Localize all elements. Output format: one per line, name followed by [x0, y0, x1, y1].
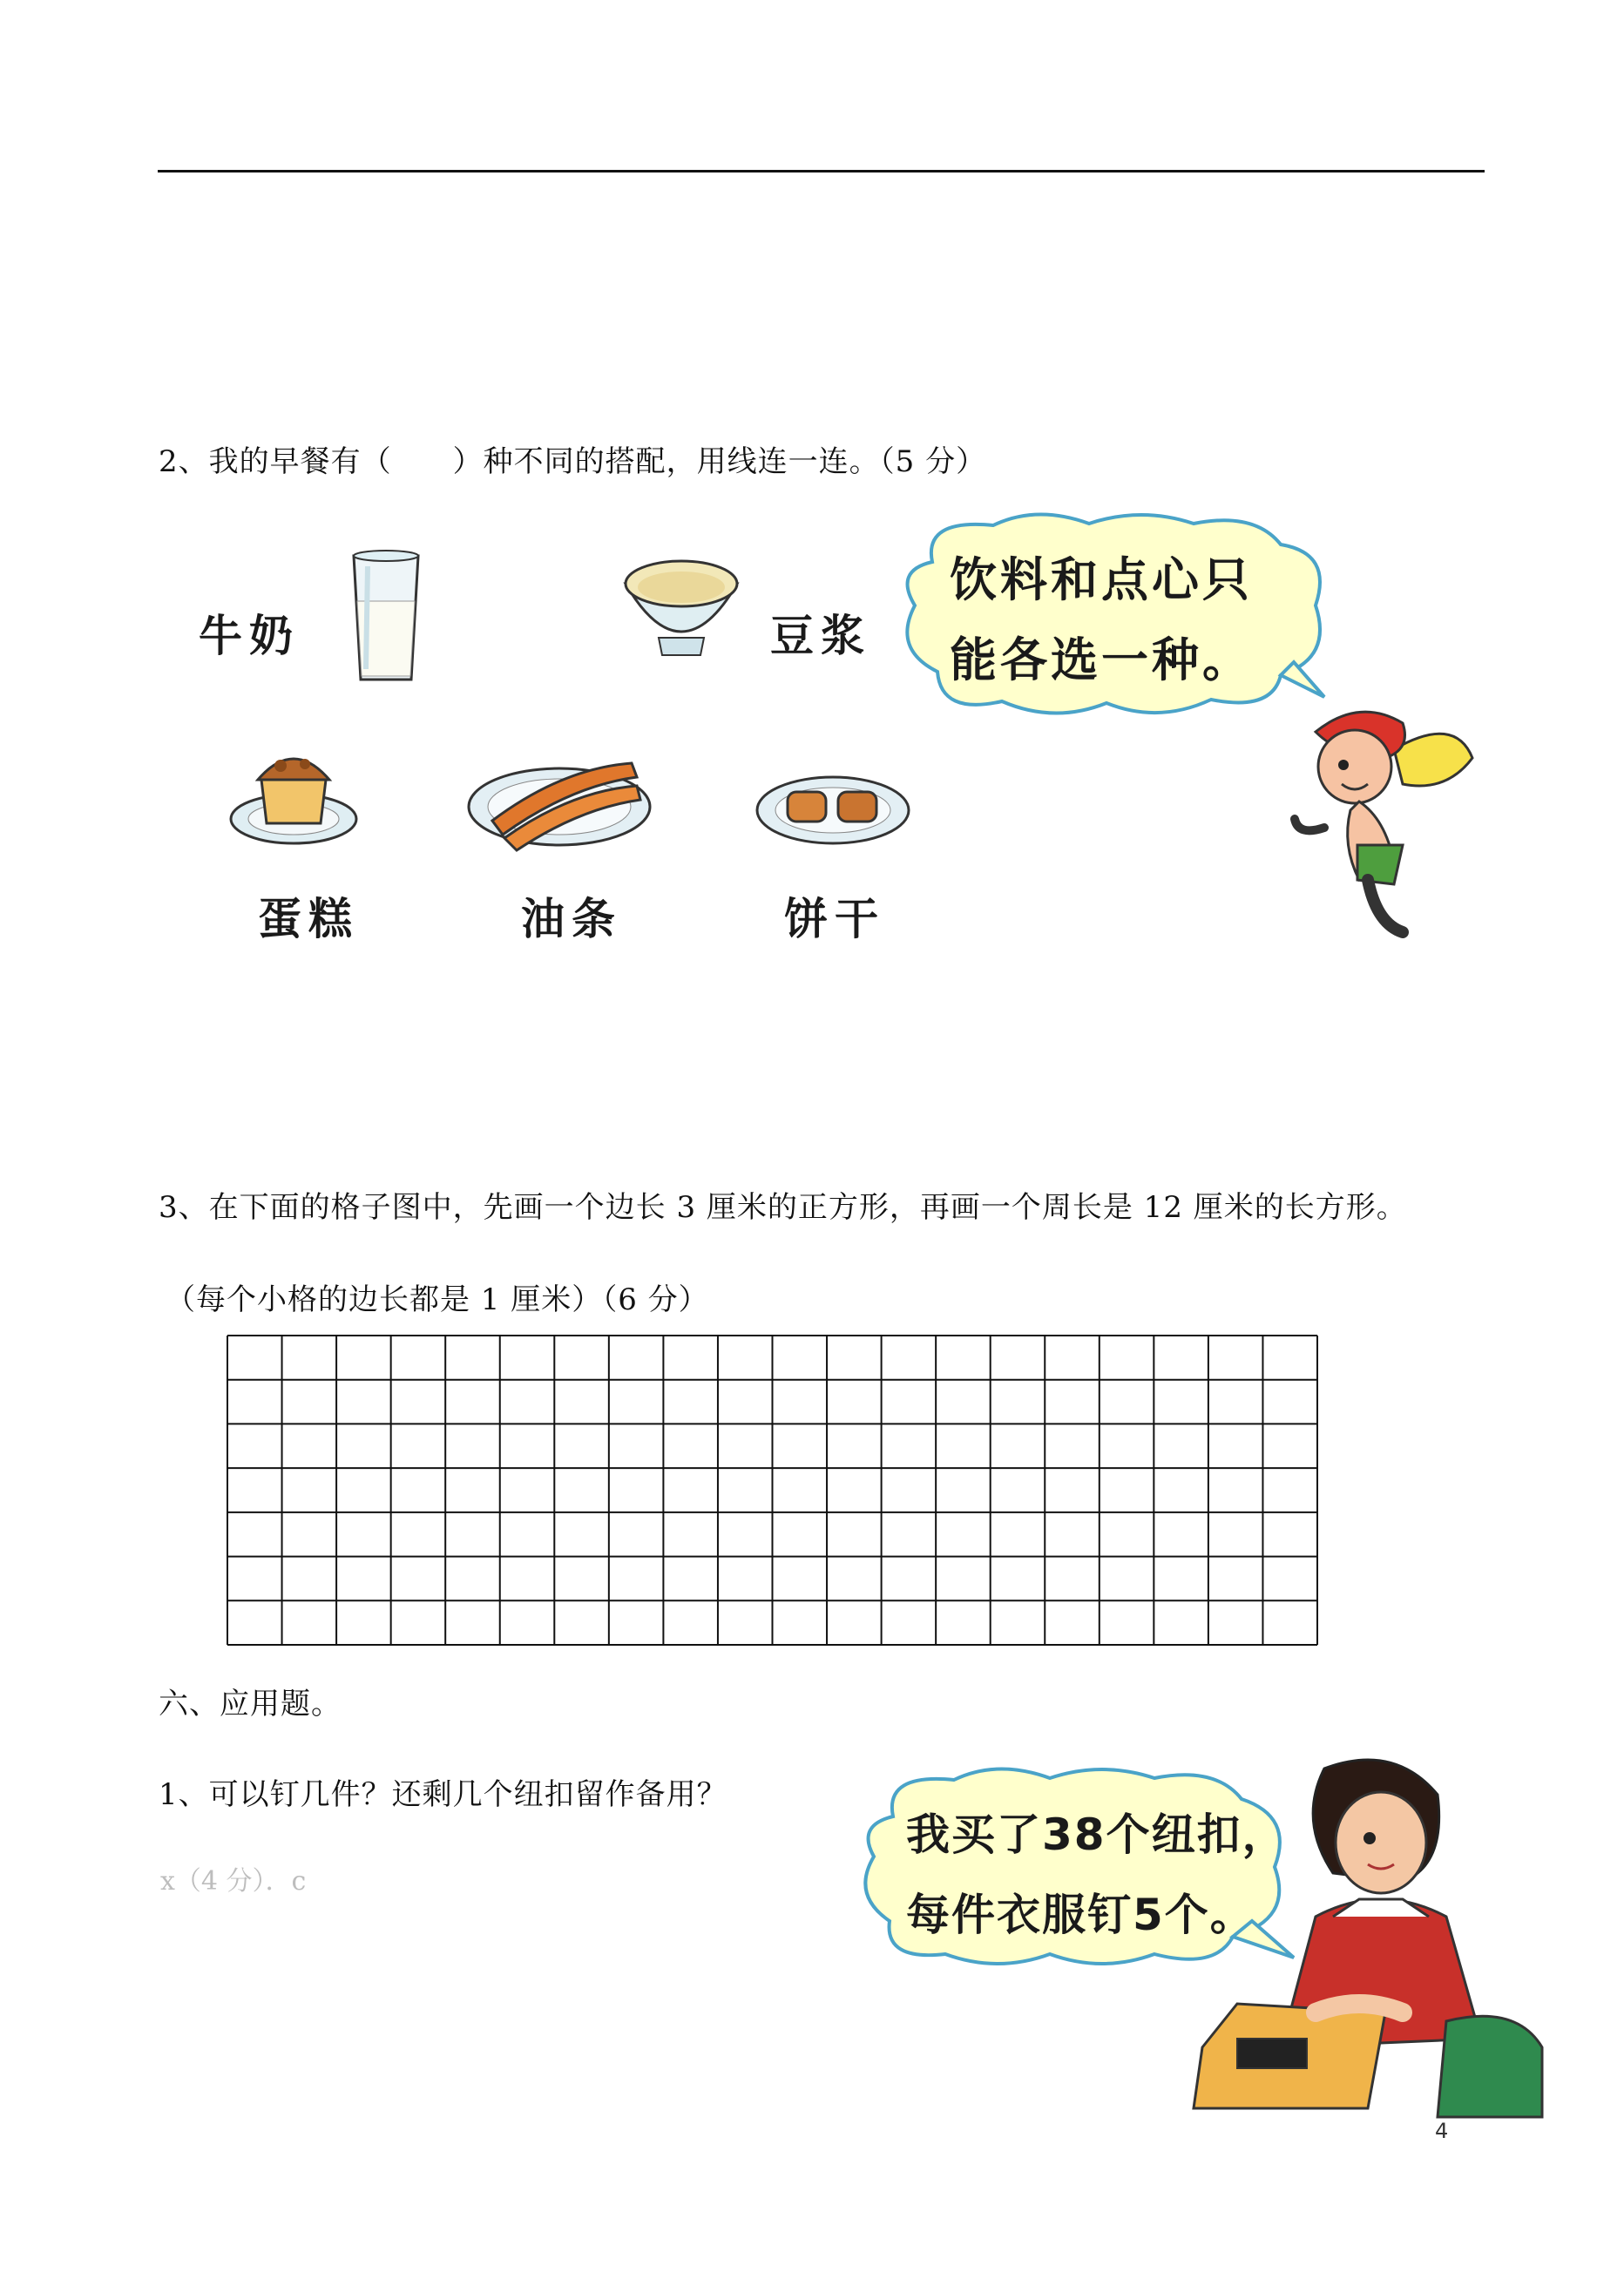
bubble-text-line1: 饮料和点心只 [950, 552, 1253, 607]
soymilk-bowl-image [620, 549, 742, 662]
question-3-note: （每个小格的边长都是 1 厘米）（6 分） [166, 1282, 709, 1317]
score-note: x（4 分）．c [160, 1866, 307, 1897]
biscuit-plate-image [754, 762, 911, 849]
woman-sewing-image [1185, 1751, 1542, 2126]
application-question-1: 1、可以钉几件？还剩几个纽扣留作备用？ [159, 1777, 727, 1812]
section-6-title: 六、应用题。 [159, 1687, 342, 1721]
food-label-youtiao: 油条 [521, 894, 622, 944]
header-rule [158, 170, 1485, 172]
bubble2-text-line1: 我买了38个纽扣， [906, 1809, 1288, 1860]
page-number: 4 [1435, 2119, 1449, 2143]
cartoon-fairy-image [1289, 697, 1481, 950]
bubble-text-line2: 能各选一种。 [950, 632, 1253, 687]
milk-glass-image [347, 549, 425, 688]
food-label-soymilk: 豆浆 [770, 611, 871, 661]
cake-plate-image [228, 745, 359, 849]
bubble2-text-line2: 每件衣服钉5个。 [906, 1890, 1255, 1940]
food-label-biscuit: 饼干 [784, 894, 885, 944]
question-2-text: 2、我的早餐有（ ）种不同的搭配，用线连一连。（5 分） [159, 444, 987, 479]
question-3-text: 3、在下面的格子图中，先画一个边长 3 厘米的正方形，再画一个周长是 12 厘米的长方形。 [159, 1190, 1407, 1225]
food-label-cake: 蛋糕 [258, 894, 359, 944]
square-grid[interactable] [227, 1335, 1318, 1646]
youtiao-plate-image [466, 751, 653, 856]
food-label-milk: 牛奶 [199, 611, 300, 661]
